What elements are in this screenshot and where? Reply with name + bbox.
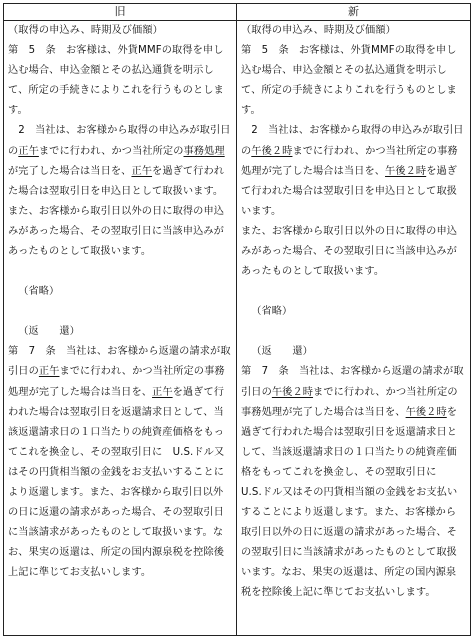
new-article5-paragraph2 (241, 121, 466, 221)
new-article7-body (241, 362, 466, 603)
old-p2-underlined-time-2: 正午 (131, 165, 153, 177)
new-art7-text-a: 第 7 条 当社は、お客様から返還の請求が取引日の (241, 366, 464, 398)
new-art7-text-c: を過ぎて行われた場合は翌取引日を返還請求日として、当該返還請求日の１口当たりの純資産価格をもってこれを換金し、その翌取引日に U.S.ドル又はその円貨相当額の金銭をお支払いすることにより返還します。また、お客様から取引日以外の日に返還の請求があった場合、その翌取引日に当該請求があったものとして取扱います。なお、果実の返還は、所定の国内源泉税を控除後上記に準じてお支払いします。 (241, 406, 458, 599)
old-article7-heading: （返 還） (18, 326, 80, 338)
new-p2-text-b: までに行われ、かつ当社所定の事務処理が完了した場合は当日を、 (241, 145, 458, 177)
old-art7-text-a: 第 7 条 当社は、お客様から返還の請求が取引日の (8, 346, 231, 378)
new-column-header: 新 (237, 4, 471, 21)
old-article5-paragraph3: また、お客様から取引日以外の日に取得の申込みがあった場合、その翌取引日に当該申込みがあったものとして取扱います。 (8, 205, 225, 258)
new-article5-paragraph1: 第 5 条 お客様は、外貨MMFの取得を申し込む場合、申込金額とその払込通貨を明示して、所定の手続きによりこれを行うものとします。 (241, 45, 457, 117)
old-column-header: 旧 (4, 4, 237, 21)
old-omitted: （省略） (18, 286, 60, 298)
old-art7-text-b: までに行われ、かつ当社所定の事務処理が完了した場合は当日を、 (8, 366, 225, 398)
old-article5-paragraph1: 第 5 条 お客様は、外貨MMFの取得を申し込む場合、申込金額とその払込通貨を明示して、所定の手続きによりこれを行うものとします。 (8, 45, 224, 117)
new-art7-underlined-time-1: 午後２時 (271, 386, 314, 398)
old-p2-underlined-time-1: 正午 (18, 145, 39, 157)
old-article5-heading: （取得の申込み、時期及び価額） (8, 25, 163, 36)
old-p2-text-a: 2 当社は、お客様から取得の申込みが取引日の (8, 125, 231, 157)
old-p2-text-c: が完了した場合は当日を、 (8, 165, 132, 177)
new-p2-text-a: 2 当社は、お客様から取得の申込みが取引日の (241, 125, 464, 157)
new-art7-underlined-time-2: 午後２時 (405, 406, 447, 418)
old-new-comparison-table (3, 3, 471, 636)
old-p2-text-b: までに行われ、かつ当社所定の (38, 145, 184, 157)
old-art7-underlined-time-2: 正午 (152, 386, 173, 398)
new-article7-heading: （返 還） (251, 346, 313, 358)
old-p2-text-d: を過ぎて行われた場合は翌取引日を申込日として取扱います。 (8, 165, 225, 197)
old-article5-paragraph2 (8, 121, 232, 201)
new-p2-underlined-time-2: 午後２時 (385, 165, 427, 177)
old-art7-text-c: を過ぎて行われた場合は翌取引日を返還請求日として、当該返還請求日の１口当たりの純資産価格をもってこれを換金し、その翌取引日に U.S.ドル又はその円貨相当額の金銭をお支払いすることにより返還します。また、お客様から取引日以外の日に返還の請求があった場合、その翌取引日に当該請求があったものとして取扱います。なお、果実の返還は、所定の国内源泉税を控除後上記に準じてお支払いします。 (8, 386, 225, 579)
new-p2-text-c: を過ぎて行われた場合は翌取引日を申込日として取扱います。 (241, 165, 458, 217)
content-row (4, 21, 471, 636)
new-article5-paragraph3: また、お客様から取引日以外の日に取得の申込みがあった場合、その翌取引日に当該申込みがあったものとして取扱います。 (241, 225, 458, 278)
new-column (237, 21, 471, 636)
old-art7-underlined-time-1: 正午 (38, 366, 60, 378)
header-row (4, 4, 471, 21)
old-article7-body (8, 342, 232, 583)
old-column (4, 21, 237, 636)
new-art7-text-b: までに行われ、かつ当社所定の事務処理が完了した場合は当日を、 (241, 386, 458, 418)
new-omitted: （省略） (251, 306, 293, 318)
old-p2-underlined-processing: 事務処理 (183, 145, 225, 157)
new-article5-heading: （取得の申込み、時期及び価額） (241, 25, 396, 36)
new-p2-underlined-time-1: 午後２時 (251, 145, 293, 157)
